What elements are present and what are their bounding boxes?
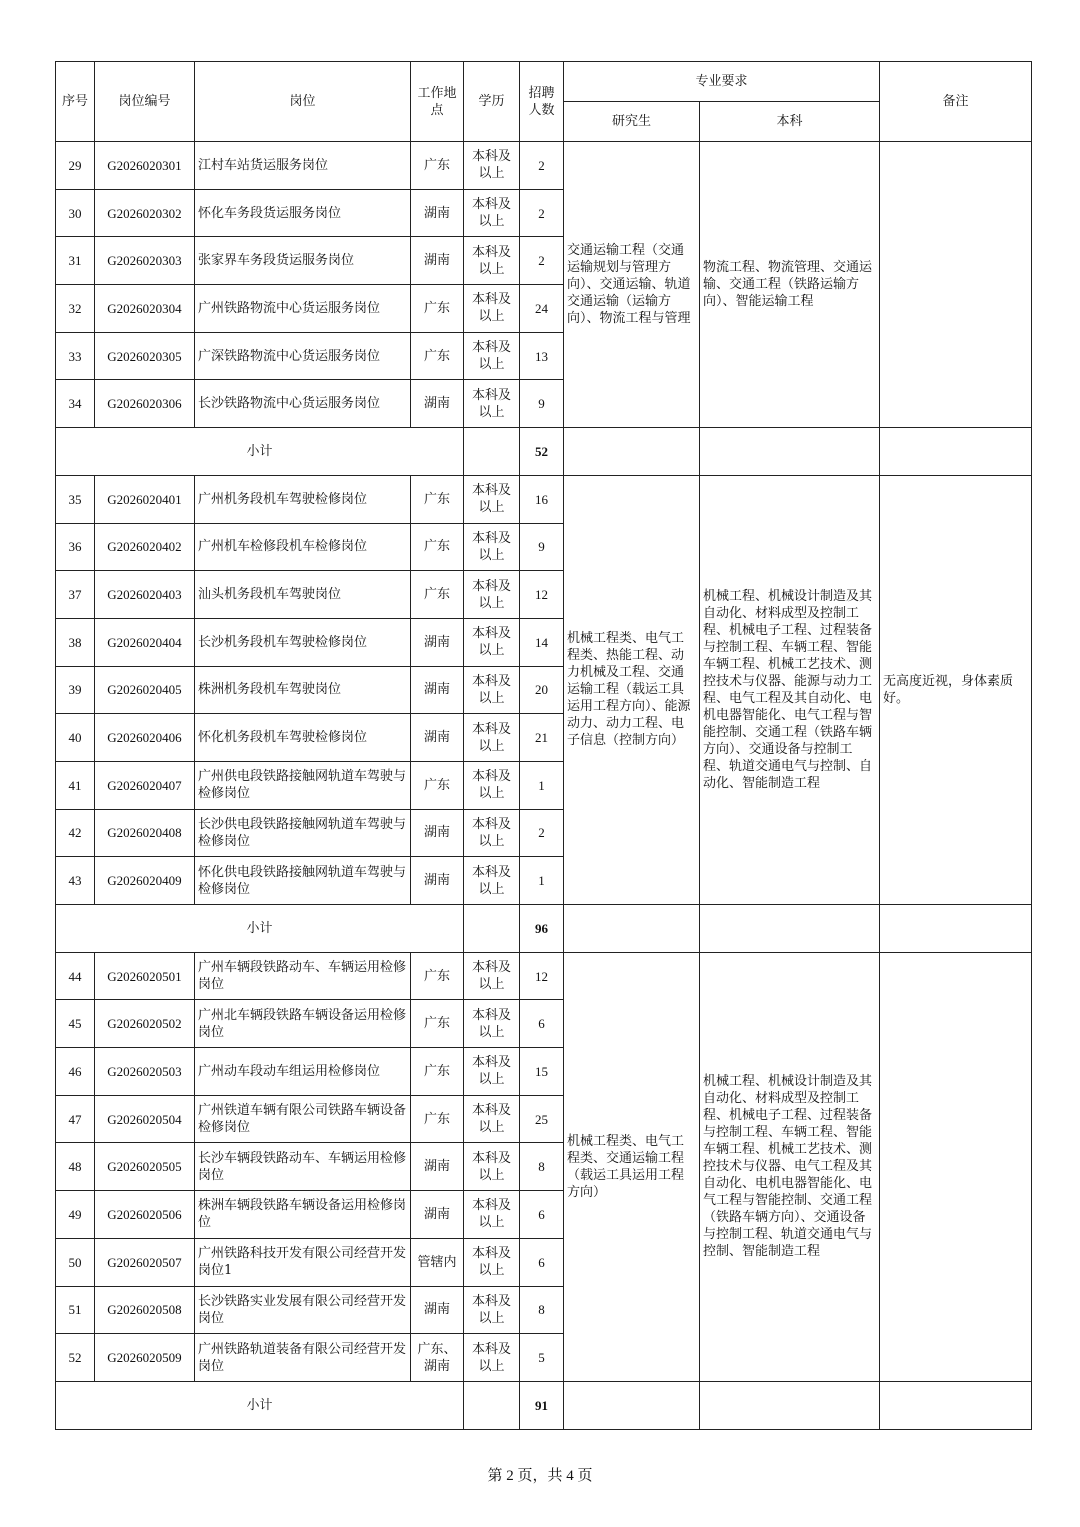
- place-cell: 广东: [411, 475, 464, 523]
- post-cell: 广州动车段动车组运用检修岗位: [195, 1048, 411, 1096]
- seq-cell: 46: [56, 1048, 95, 1096]
- place-cell: 湖南: [411, 1191, 464, 1239]
- place-cell: 湖南: [411, 809, 464, 857]
- place-cell: 管辖内: [411, 1238, 464, 1286]
- code-cell: G2026020501: [95, 952, 195, 1000]
- count-cell: 14: [520, 618, 564, 666]
- header-seq: 序号: [56, 62, 95, 142]
- subtotal-value: 52: [520, 428, 564, 476]
- post-cell: 广州铁路物流中心货运服务岗位: [195, 285, 411, 333]
- code-cell: G2026020506: [95, 1191, 195, 1239]
- code-cell: G2026020406: [95, 714, 195, 762]
- count-cell: 9: [520, 523, 564, 571]
- code-cell: G2026020405: [95, 666, 195, 714]
- edu-cell: 本科及以上: [464, 809, 520, 857]
- post-cell: 株洲机务段机车驾驶岗位: [195, 666, 411, 714]
- header-major-req: 专业要求: [564, 62, 880, 102]
- count-cell: 13: [520, 332, 564, 380]
- empty-cell: [700, 905, 880, 953]
- seq-cell: 36: [56, 523, 95, 571]
- post-cell: 怀化机务段机车驾驶检修岗位: [195, 714, 411, 762]
- code-cell: G2026020403: [95, 571, 195, 619]
- seq-cell: 44: [56, 952, 95, 1000]
- grad-major-cell: 机械工程类、电气工程类、交通运输工程（载运工具运用工程方向）: [564, 952, 700, 1381]
- seq-cell: 45: [56, 1000, 95, 1048]
- seq-cell: 51: [56, 1286, 95, 1334]
- edu-cell: 本科及以上: [464, 1143, 520, 1191]
- post-cell: 长沙机务段机车驾驶检修岗位: [195, 618, 411, 666]
- count-cell: 6: [520, 1238, 564, 1286]
- seq-cell: 29: [56, 142, 95, 190]
- post-cell: 广州铁道车辆有限公司铁路车辆设备检修岗位: [195, 1095, 411, 1143]
- place-cell: 湖南: [411, 1143, 464, 1191]
- edu-cell: 本科及以上: [464, 1095, 520, 1143]
- seq-cell: 31: [56, 237, 95, 285]
- post-cell: 长沙铁路物流中心货运服务岗位: [195, 380, 411, 428]
- seq-cell: 52: [56, 1334, 95, 1382]
- place-cell: 广东: [411, 761, 464, 809]
- post-cell: 广州机务段机车驾驶检修岗位: [195, 475, 411, 523]
- seq-cell: 48: [56, 1143, 95, 1191]
- post-cell: 广州供电段铁路接触网轨道车驾驶与检修岗位: [195, 761, 411, 809]
- post-cell: 广州车辆段铁路动车、车辆运用检修岗位: [195, 952, 411, 1000]
- code-cell: G2026020508: [95, 1286, 195, 1334]
- place-cell: 湖南: [411, 714, 464, 762]
- edu-cell: 本科及以上: [464, 523, 520, 571]
- count-cell: 2: [520, 189, 564, 237]
- post-cell: 广州铁路科技开发有限公司经营开发岗位1: [195, 1238, 411, 1286]
- empty-cell: [880, 428, 1032, 476]
- table-row: [56, 952, 1032, 1000]
- remark-cell: [880, 142, 1032, 428]
- count-cell: 12: [520, 571, 564, 619]
- undergrad-major-cell: 物流工程、物流管理、交通运输、交通工程（铁路运输方向）、智能运输工程: [700, 142, 880, 428]
- count-cell: 20: [520, 666, 564, 714]
- code-cell: G2026020302: [95, 189, 195, 237]
- code-cell: G2026020304: [95, 285, 195, 333]
- empty-cell: [464, 428, 520, 476]
- subtotal-value: 96: [520, 905, 564, 953]
- place-cell: 湖南: [411, 380, 464, 428]
- empty-cell: [700, 428, 880, 476]
- code-cell: G2026020507: [95, 1238, 195, 1286]
- post-cell: 江村车站货运服务岗位: [195, 142, 411, 190]
- count-cell: 2: [520, 237, 564, 285]
- seq-cell: 39: [56, 666, 95, 714]
- place-cell: 广东: [411, 1048, 464, 1096]
- edu-cell: 本科及以上: [464, 1286, 520, 1334]
- code-cell: G2026020301: [95, 142, 195, 190]
- header-code: 岗位编号: [95, 62, 195, 142]
- undergrad-major-cell: 机械工程、机械设计制造及其自动化、材料成型及控制工程、机械电子工程、过程装备与控制工程、车辆工程、智能车辆工程、机械工艺技术、测控技术与仪器、能源与动力工程、电气工程及其自动化、电机电器智能化、电气工程与智能控制、交通工程（铁路车辆方向）、交通设备与控制工程、轨道交通电气与控制、自动化、智能制造工程: [700, 475, 880, 904]
- post-cell: 张家界车务段货运服务岗位: [195, 237, 411, 285]
- seq-cell: 34: [56, 380, 95, 428]
- edu-cell: 本科及以上: [464, 475, 520, 523]
- count-cell: 25: [520, 1095, 564, 1143]
- code-cell: G2026020305: [95, 332, 195, 380]
- post-cell: 广深铁路物流中心货运服务岗位: [195, 332, 411, 380]
- post-cell: 广州铁路轨道装备有限公司经营开发岗位: [195, 1334, 411, 1382]
- count-cell: 21: [520, 714, 564, 762]
- edu-cell: 本科及以上: [464, 1238, 520, 1286]
- table-row: [56, 475, 1032, 523]
- count-cell: 24: [520, 285, 564, 333]
- remark-cell: 无高度近视，身体素质好。: [880, 475, 1032, 904]
- edu-cell: 本科及以上: [464, 714, 520, 762]
- code-cell: G2026020402: [95, 523, 195, 571]
- seq-cell: 47: [56, 1095, 95, 1143]
- code-cell: G2026020407: [95, 761, 195, 809]
- edu-cell: 本科及以上: [464, 952, 520, 1000]
- count-cell: 1: [520, 857, 564, 905]
- empty-cell: [700, 1381, 880, 1429]
- grad-major-cell: 机械工程类、电气工程类、热能工程、动力机械及工程、交通运输工程（载运工具运用工程方向）、能源动力、动力工程、电子信息（控制方向）: [564, 475, 700, 904]
- remark-cell: [880, 952, 1032, 1381]
- count-cell: 16: [520, 475, 564, 523]
- count-cell: 2: [520, 142, 564, 190]
- table-row: [56, 142, 1032, 190]
- code-cell: G2026020509: [95, 1334, 195, 1382]
- place-cell: 广东: [411, 332, 464, 380]
- subtotal-row: [56, 905, 1032, 953]
- post-cell: 广州北车辆段铁路车辆设备运用检修岗位: [195, 1000, 411, 1048]
- subtotal-label: 小计: [56, 905, 464, 953]
- place-cell: 广东: [411, 523, 464, 571]
- seq-cell: 49: [56, 1191, 95, 1239]
- code-cell: G2026020502: [95, 1000, 195, 1048]
- count-cell: 12: [520, 952, 564, 1000]
- place-cell: 湖南: [411, 1286, 464, 1334]
- empty-cell: [564, 428, 700, 476]
- empty-cell: [564, 1381, 700, 1429]
- place-cell: 广东: [411, 1095, 464, 1143]
- seq-cell: 30: [56, 189, 95, 237]
- subtotal-row: [56, 428, 1032, 476]
- edu-cell: 本科及以上: [464, 1048, 520, 1096]
- place-cell: 广东: [411, 285, 464, 333]
- count-cell: 8: [520, 1286, 564, 1334]
- edu-cell: 本科及以上: [464, 380, 520, 428]
- header-edu: 学历: [464, 62, 520, 142]
- post-cell: 长沙车辆段铁路动车、车辆运用检修岗位: [195, 1143, 411, 1191]
- edu-cell: 本科及以上: [464, 857, 520, 905]
- count-cell: 5: [520, 1334, 564, 1382]
- count-cell: 9: [520, 380, 564, 428]
- code-cell: G2026020306: [95, 380, 195, 428]
- code-cell: G2026020404: [95, 618, 195, 666]
- code-cell: G2026020303: [95, 237, 195, 285]
- count-cell: 8: [520, 1143, 564, 1191]
- place-cell: 广东: [411, 1000, 464, 1048]
- header-grad: 研究生: [564, 102, 700, 142]
- seq-cell: 40: [56, 714, 95, 762]
- edu-cell: 本科及以上: [464, 237, 520, 285]
- edu-cell: 本科及以上: [464, 1334, 520, 1382]
- post-cell: 长沙供电段铁路接触网轨道车驾驶与检修岗位: [195, 809, 411, 857]
- code-cell: G2026020505: [95, 1143, 195, 1191]
- header-post: 岗位: [195, 62, 411, 142]
- place-cell: 湖南: [411, 189, 464, 237]
- place-cell: 湖南: [411, 666, 464, 714]
- header-place: 工作地点: [411, 62, 464, 142]
- edu-cell: 本科及以上: [464, 285, 520, 333]
- count-cell: 2: [520, 809, 564, 857]
- subtotal-label: 小计: [56, 1381, 464, 1429]
- count-cell: 6: [520, 1191, 564, 1239]
- empty-cell: [564, 905, 700, 953]
- empty-cell: [880, 905, 1032, 953]
- header-remark: 备注: [880, 62, 1032, 142]
- code-cell: G2026020401: [95, 475, 195, 523]
- post-cell: 汕头机务段机车驾驶岗位: [195, 571, 411, 619]
- table-body: [56, 142, 1032, 1430]
- count-cell: 6: [520, 1000, 564, 1048]
- edu-cell: 本科及以上: [464, 761, 520, 809]
- seq-cell: 37: [56, 571, 95, 619]
- edu-cell: 本科及以上: [464, 332, 520, 380]
- edu-cell: 本科及以上: [464, 189, 520, 237]
- edu-cell: 本科及以上: [464, 1191, 520, 1239]
- place-cell: 广东: [411, 952, 464, 1000]
- place-cell: 湖南: [411, 237, 464, 285]
- seq-cell: 42: [56, 809, 95, 857]
- code-cell: G2026020408: [95, 809, 195, 857]
- empty-cell: [464, 1381, 520, 1429]
- place-cell: 广东: [411, 571, 464, 619]
- seq-cell: 43: [56, 857, 95, 905]
- code-cell: G2026020503: [95, 1048, 195, 1096]
- header-undergrad: 本科: [700, 102, 880, 142]
- edu-cell: 本科及以上: [464, 666, 520, 714]
- seq-cell: 35: [56, 475, 95, 523]
- count-cell: 15: [520, 1048, 564, 1096]
- post-cell: 株洲车辆段铁路车辆设备运用检修岗位: [195, 1191, 411, 1239]
- edu-cell: 本科及以上: [464, 618, 520, 666]
- place-cell: 湖南: [411, 618, 464, 666]
- seq-cell: 33: [56, 332, 95, 380]
- post-cell: 怀化车务段货运服务岗位: [195, 189, 411, 237]
- post-cell: 长沙铁路实业发展有限公司经营开发岗位: [195, 1286, 411, 1334]
- edu-cell: 本科及以上: [464, 571, 520, 619]
- empty-cell: [464, 905, 520, 953]
- seq-cell: 38: [56, 618, 95, 666]
- page-footer: 第 2 页，共 4 页: [487, 1468, 593, 1484]
- code-cell: G2026020504: [95, 1095, 195, 1143]
- post-cell: 怀化供电段铁路接触网轨道车驾驶与检修岗位: [195, 857, 411, 905]
- edu-cell: 本科及以上: [464, 1000, 520, 1048]
- place-cell: 广东: [411, 142, 464, 190]
- grad-major-cell: 交通运输工程（交通运输规划与管理方向）、交通运输、轨道交通运输（运输方向）、物流工程与管理: [564, 142, 700, 428]
- seq-cell: 32: [56, 285, 95, 333]
- header-count: 招聘人数: [520, 62, 564, 142]
- recruitment-table: [55, 61, 1032, 1430]
- code-cell: G2026020409: [95, 857, 195, 905]
- subtotal-row: [56, 1381, 1032, 1429]
- subtotal-value: 91: [520, 1381, 564, 1429]
- edu-cell: 本科及以上: [464, 142, 520, 190]
- place-cell: 广东、湖南: [411, 1334, 464, 1382]
- seq-cell: 50: [56, 1238, 95, 1286]
- empty-cell: [880, 1381, 1032, 1429]
- undergrad-major-cell: 机械工程、机械设计制造及其自动化、材料成型及控制工程、机械电子工程、过程装备与控制工程、车辆工程、智能车辆工程、机械工艺技术、测控技术与仪器、电气工程及其自动化、电机电器智能化、电气工程与智能控制、交通工程（铁路车辆方向）、交通设备与控制工程、轨道交通电气与控制、智能制造工程: [700, 952, 880, 1381]
- post-cell: 广州机车检修段机车检修岗位: [195, 523, 411, 571]
- place-cell: 湖南: [411, 857, 464, 905]
- count-cell: 1: [520, 761, 564, 809]
- subtotal-label: 小计: [56, 428, 464, 476]
- seq-cell: 41: [56, 761, 95, 809]
